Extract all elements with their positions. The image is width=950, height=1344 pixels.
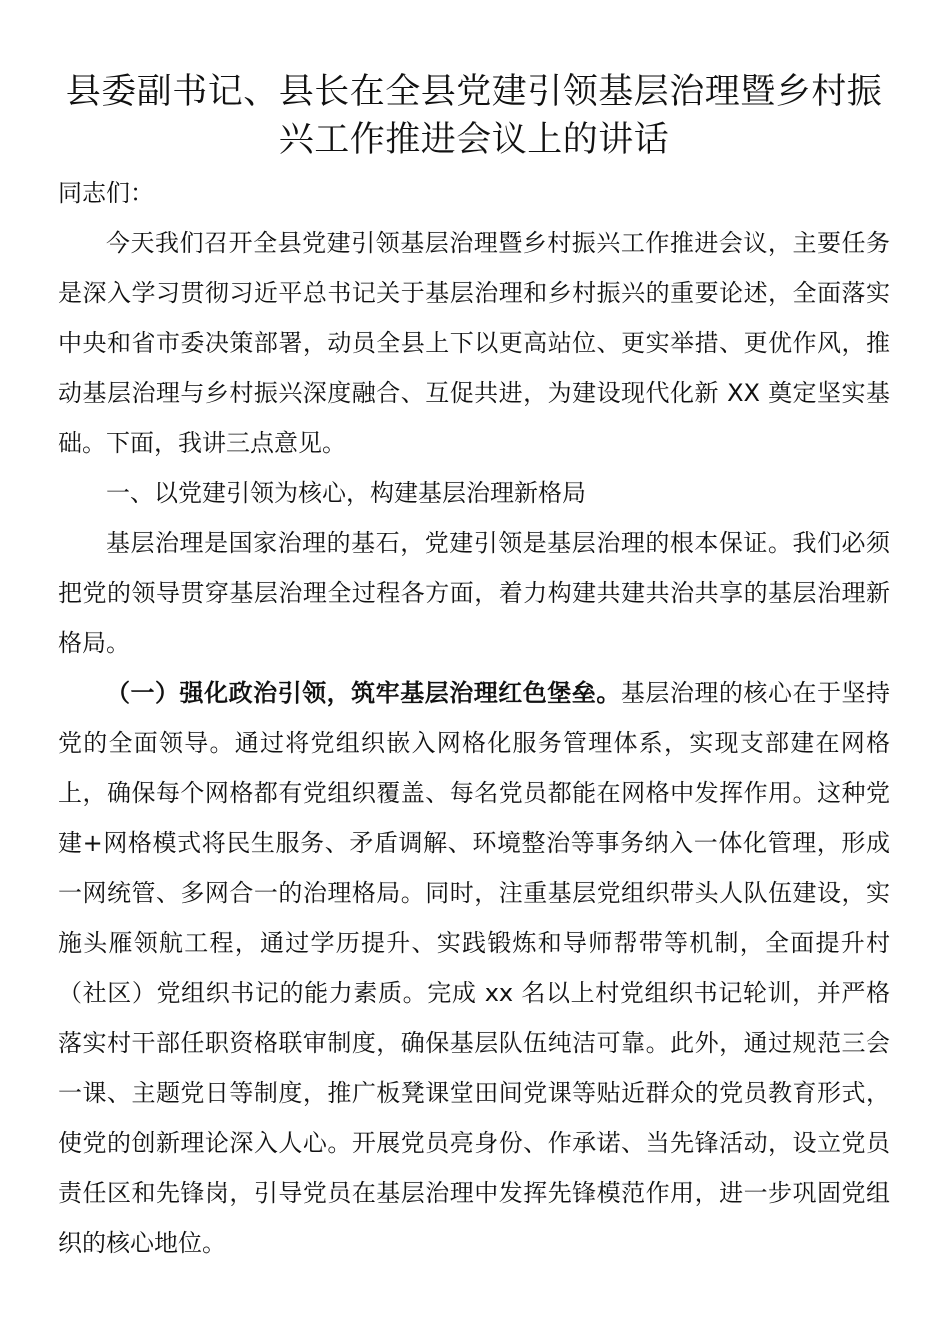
subsection-1-heading: （一）强化政治引领，筑牢基层治理红色堡垒。	[106, 679, 621, 707]
subsection-1-body: 基层治理的核心在于坚持党的全面领导。通过将党组织嵌入网格化服务管理体系，实现支部建在网格上，确保每个网格都有党组织覆盖、每名党员都能在网格中发挥作用。这种党建+网格模式将民生服务、矛盾调解、环境整治等事务纳入一体化管理，形成一网统管、多网合一的治理格局。同时，注重基层党组织带头人队伍建设，实施头雁领航工程，通过学历提升、实践锻炼和导师帮带等机制，全面提升村（社区）党组织书记的能力素质。完成 xx 名以上村党组织书记轮训，并严格落实村干部任职资格联审制度，确保基层队伍纯洁可靠。此外，通过规范三会一课、主题党日等制度，推广板凳课堂田间党课等贴近群众的党员教育形式，使党的创新理论深入人心。开展党员亮身份、作承诺、当先锋活动，设立党员责任区和先锋岗，引导党员在基层治理中发挥先锋模范作用，进一步巩固党组织的核心地位。	[58, 679, 891, 1257]
subsection-1-paragraph	[58, 668, 890, 1268]
salutation: 同志们：	[58, 179, 154, 207]
section-1-lead-paragraph: 基层治理是国家治理的基石，党建引领是基层治理的根本保证。我们必须把党的领导贯穿基层治理全过程各方面，着力构建共建共治共享的基层治理新格局。	[58, 529, 890, 657]
document-title: 县委副书记、县长在全县党建引领基层治理暨乡村振兴工作推进会议上的讲话	[65, 72, 883, 160]
intro-paragraph: 今天我们召开全县党建引领基层治理暨乡村振兴工作推进会议，主要任务是深入学习贯彻习近平总书记关于基层治理和乡村振兴的重要论述，全面落实中央和省市委决策部署，动员全县上下以更高站位、更实举措、更优作风，推动基层治理与乡村振兴深度融合、互促共进，为建设现代化新 XX 奠定坚实基础。下面，我讲三点意见。	[58, 229, 890, 457]
section-1-heading: 一、以党建引领为核心，构建基层治理新格局	[106, 479, 586, 507]
